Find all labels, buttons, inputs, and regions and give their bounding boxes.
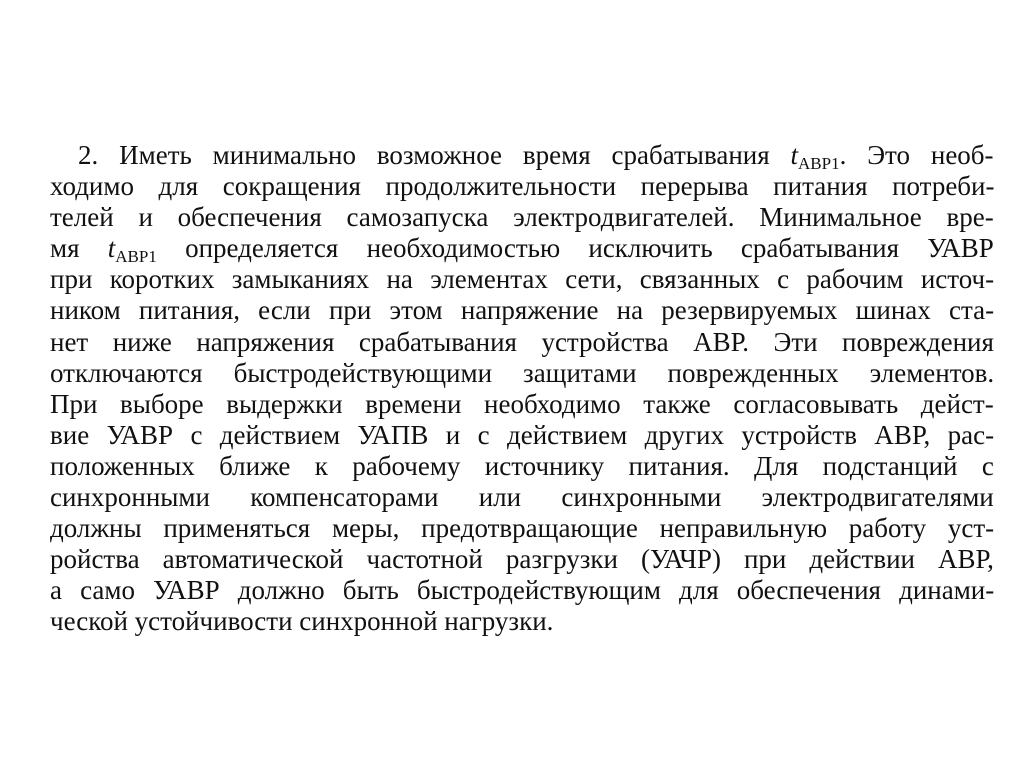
time-variable: t — [790, 140, 799, 170]
text-line: должны применяться меры, предотвращающие неправильную работу уст- — [50, 513, 994, 544]
text-line: ческой устойчивости синхронной нагрузки. — [50, 606, 554, 637]
text-segment: определяется необходимостью исключить срабатывания УАВР — [156, 233, 994, 264]
time-variable: t — [107, 233, 116, 264]
text-line: При выборе выдержки времени необходимо также согласовывать дейст- — [50, 388, 994, 419]
text-line: положенных ближе к рабочему источнику питания. Для подстанций с — [50, 450, 994, 481]
text-segment: мя — [50, 233, 108, 264]
text-line: при коротких замыканиях на элементах сети, связанных с рабочим источ- — [50, 264, 994, 295]
variable-subscript: АВР1 — [798, 154, 840, 172]
text-line: а само УАВР должно быть быстродействующим для обеспечения динами- — [50, 575, 994, 606]
text-line: телей и обеспечения самозапуска электродвигателей. Минимальное вре- — [50, 202, 994, 233]
text-line: вие УАВР с действием УАПВ и с действием других устройств АВР, рас- — [50, 419, 994, 450]
text-segment: 2. Иметь минимально возможное время срабатывания — [78, 140, 791, 170]
text-segment: . Это необ- — [839, 140, 994, 170]
text-line: ником питания, если при этом напряжение на резервируемых шинах ста- — [50, 295, 994, 326]
text-line: ходимо для сокращения продолжительности перерыва питания потреби- — [50, 171, 994, 202]
text-line — [50, 233, 994, 264]
text-line: синхронными компенсаторами или синхронными электродвигателями — [50, 482, 994, 513]
variable-subscript: АВР1 — [115, 247, 157, 265]
paragraph-text — [50, 140, 994, 638]
text-line — [50, 140, 994, 171]
text-line: нет ниже напряжения срабатывания устройства АВР. Эти повреждения — [50, 326, 994, 357]
text-line: ройства автоматической частотной разгрузки (УАЧР) при действии АВР, — [50, 544, 994, 575]
text-line: отключаются быстродействующими защитами поврежденных элементов. — [50, 357, 994, 388]
